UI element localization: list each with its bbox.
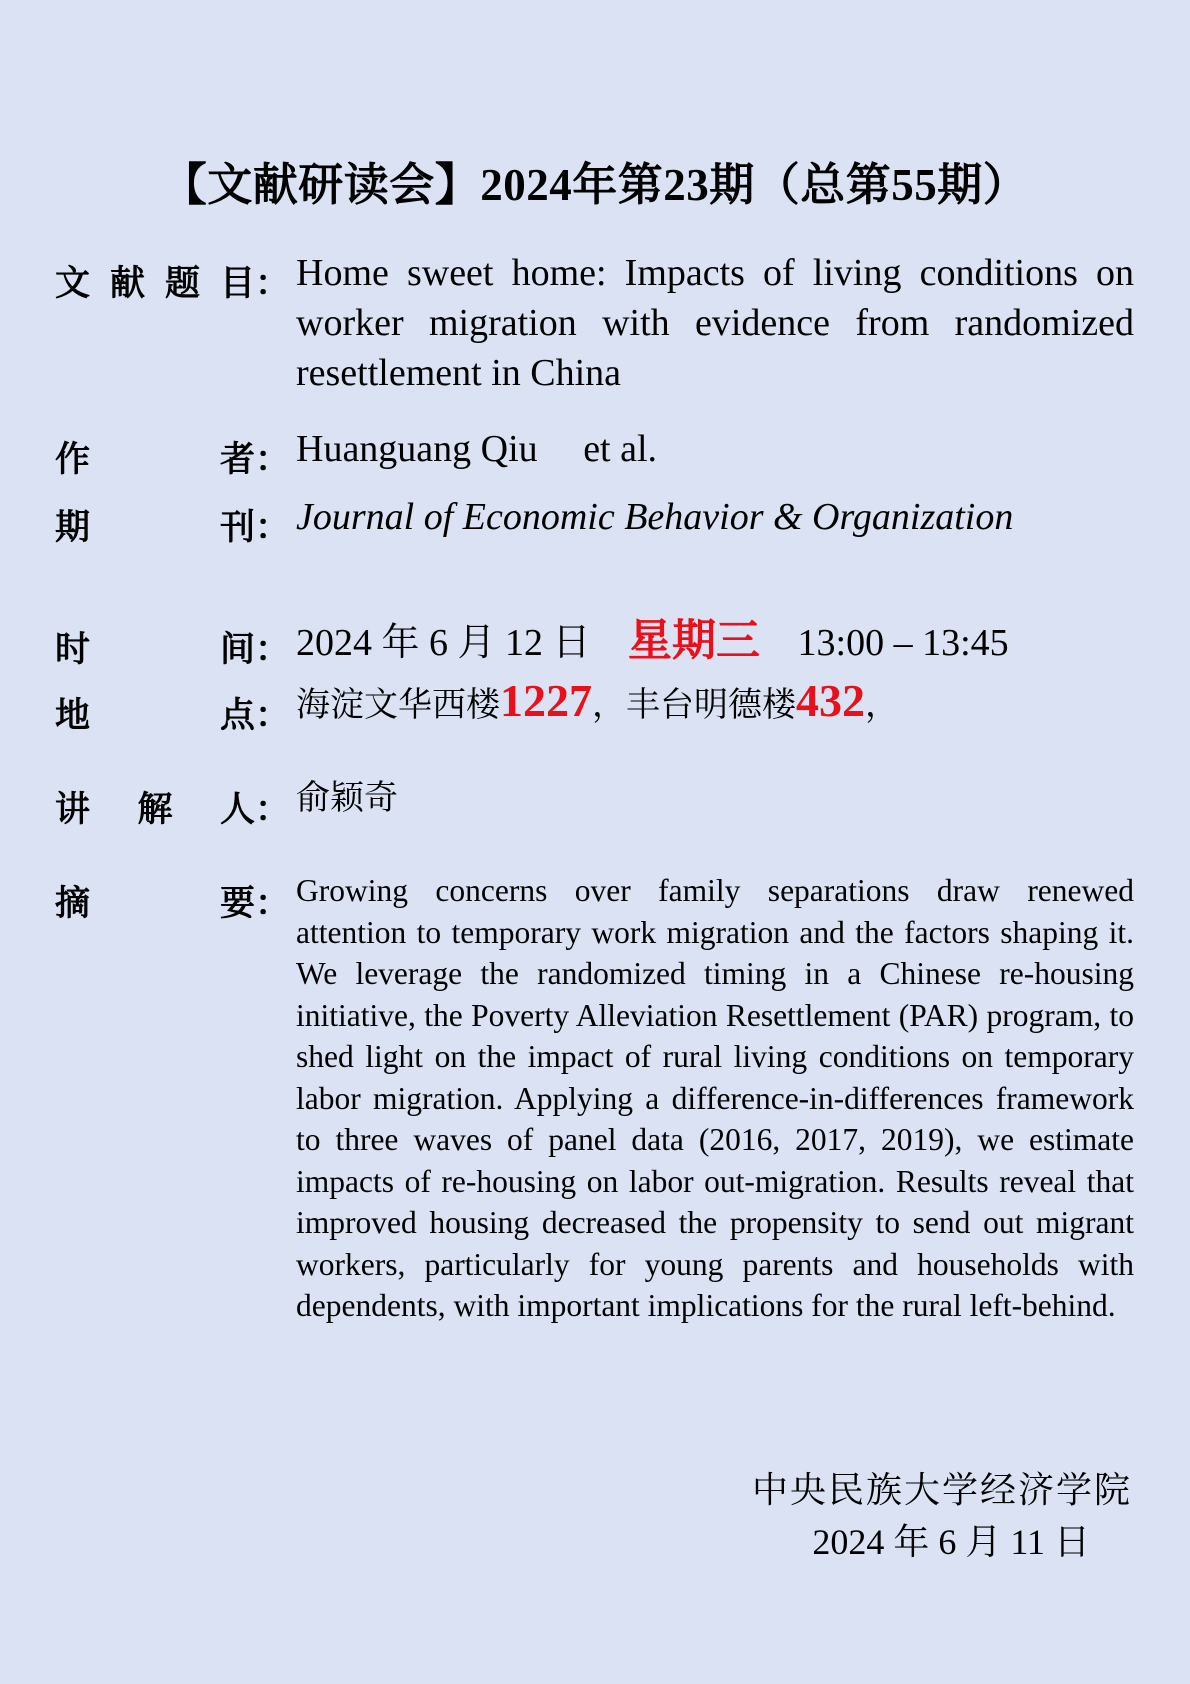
- time-value: [296, 616, 1134, 668]
- event-hours: 13:00 – 13:45: [797, 622, 1009, 664]
- journal-label: 期 刊: [55, 507, 255, 548]
- author-label: 作 者: [55, 439, 255, 480]
- place-separator: ，: [592, 687, 626, 724]
- notice-heading: 【文献研读会】2024年第23期（总第55期）: [161, 160, 1029, 210]
- title-label: 文 献 题 目: [55, 263, 255, 304]
- author-colon: ：: [255, 439, 291, 480]
- place-label: 地 点: [55, 695, 255, 736]
- journal-colon: ：: [255, 507, 291, 548]
- title-colon: ：: [255, 263, 291, 304]
- speaker-name: 俞颖奇: [296, 780, 398, 817]
- event-weekday: 星期三: [628, 615, 761, 666]
- journal-name: Journal of Economic Behavior & Organization: [296, 496, 1014, 538]
- place-colon: ：: [255, 695, 291, 736]
- paper-title: Home sweet home: Impacts of living conditions on worker migration with evidence from randomized resettlement in China: [296, 252, 1134, 394]
- room-fengtai: 432: [796, 675, 865, 726]
- signature-date: 2024 年 6 月 11 日: [812, 1522, 1090, 1562]
- author-name: Huanguang Qiu: [296, 428, 538, 470]
- campus-fengtai: 丰台明德楼: [626, 687, 796, 724]
- event-date: 2024 年 6 月 12 日: [296, 622, 591, 664]
- author-value: [296, 424, 1134, 474]
- abstract-label: 摘 要: [55, 883, 255, 924]
- time-label: 时 间: [55, 629, 255, 670]
- speaker-colon: ：: [255, 789, 291, 830]
- place-value: [296, 676, 1134, 731]
- time-colon: ：: [255, 629, 291, 670]
- speaker-label: 讲 解 人: [55, 789, 255, 830]
- abstract-colon: ：: [255, 883, 291, 924]
- abstract-text: Growing concerns over family separations draw renewed attention to temporary work migration and the factors shaping it. We leverage the randomized timing in a Chinese re-housing initiative, the Poverty Alleviation Resettlement (PAR) program, to shed light on the impact of rural living conditions on temporary labor migration. Applying a difference-in-differences framework to three waves of panel data (2016, 2017, 2019), we estimate impacts of re-housing on labor out-migration. Results reveal that improved housing decreased the propensity to send out migrant workers, particularly for young parents and households with dependents, with important implications for the rural left-behind.: [296, 873, 1134, 1323]
- campus-haidian: 海淀文华西楼: [296, 687, 500, 724]
- place-end: ，: [865, 687, 899, 724]
- room-haidian: 1227: [500, 675, 592, 726]
- author-suffix: et al.: [583, 428, 658, 470]
- signature-org: 中央民族大学经济学院: [751, 1470, 1132, 1510]
